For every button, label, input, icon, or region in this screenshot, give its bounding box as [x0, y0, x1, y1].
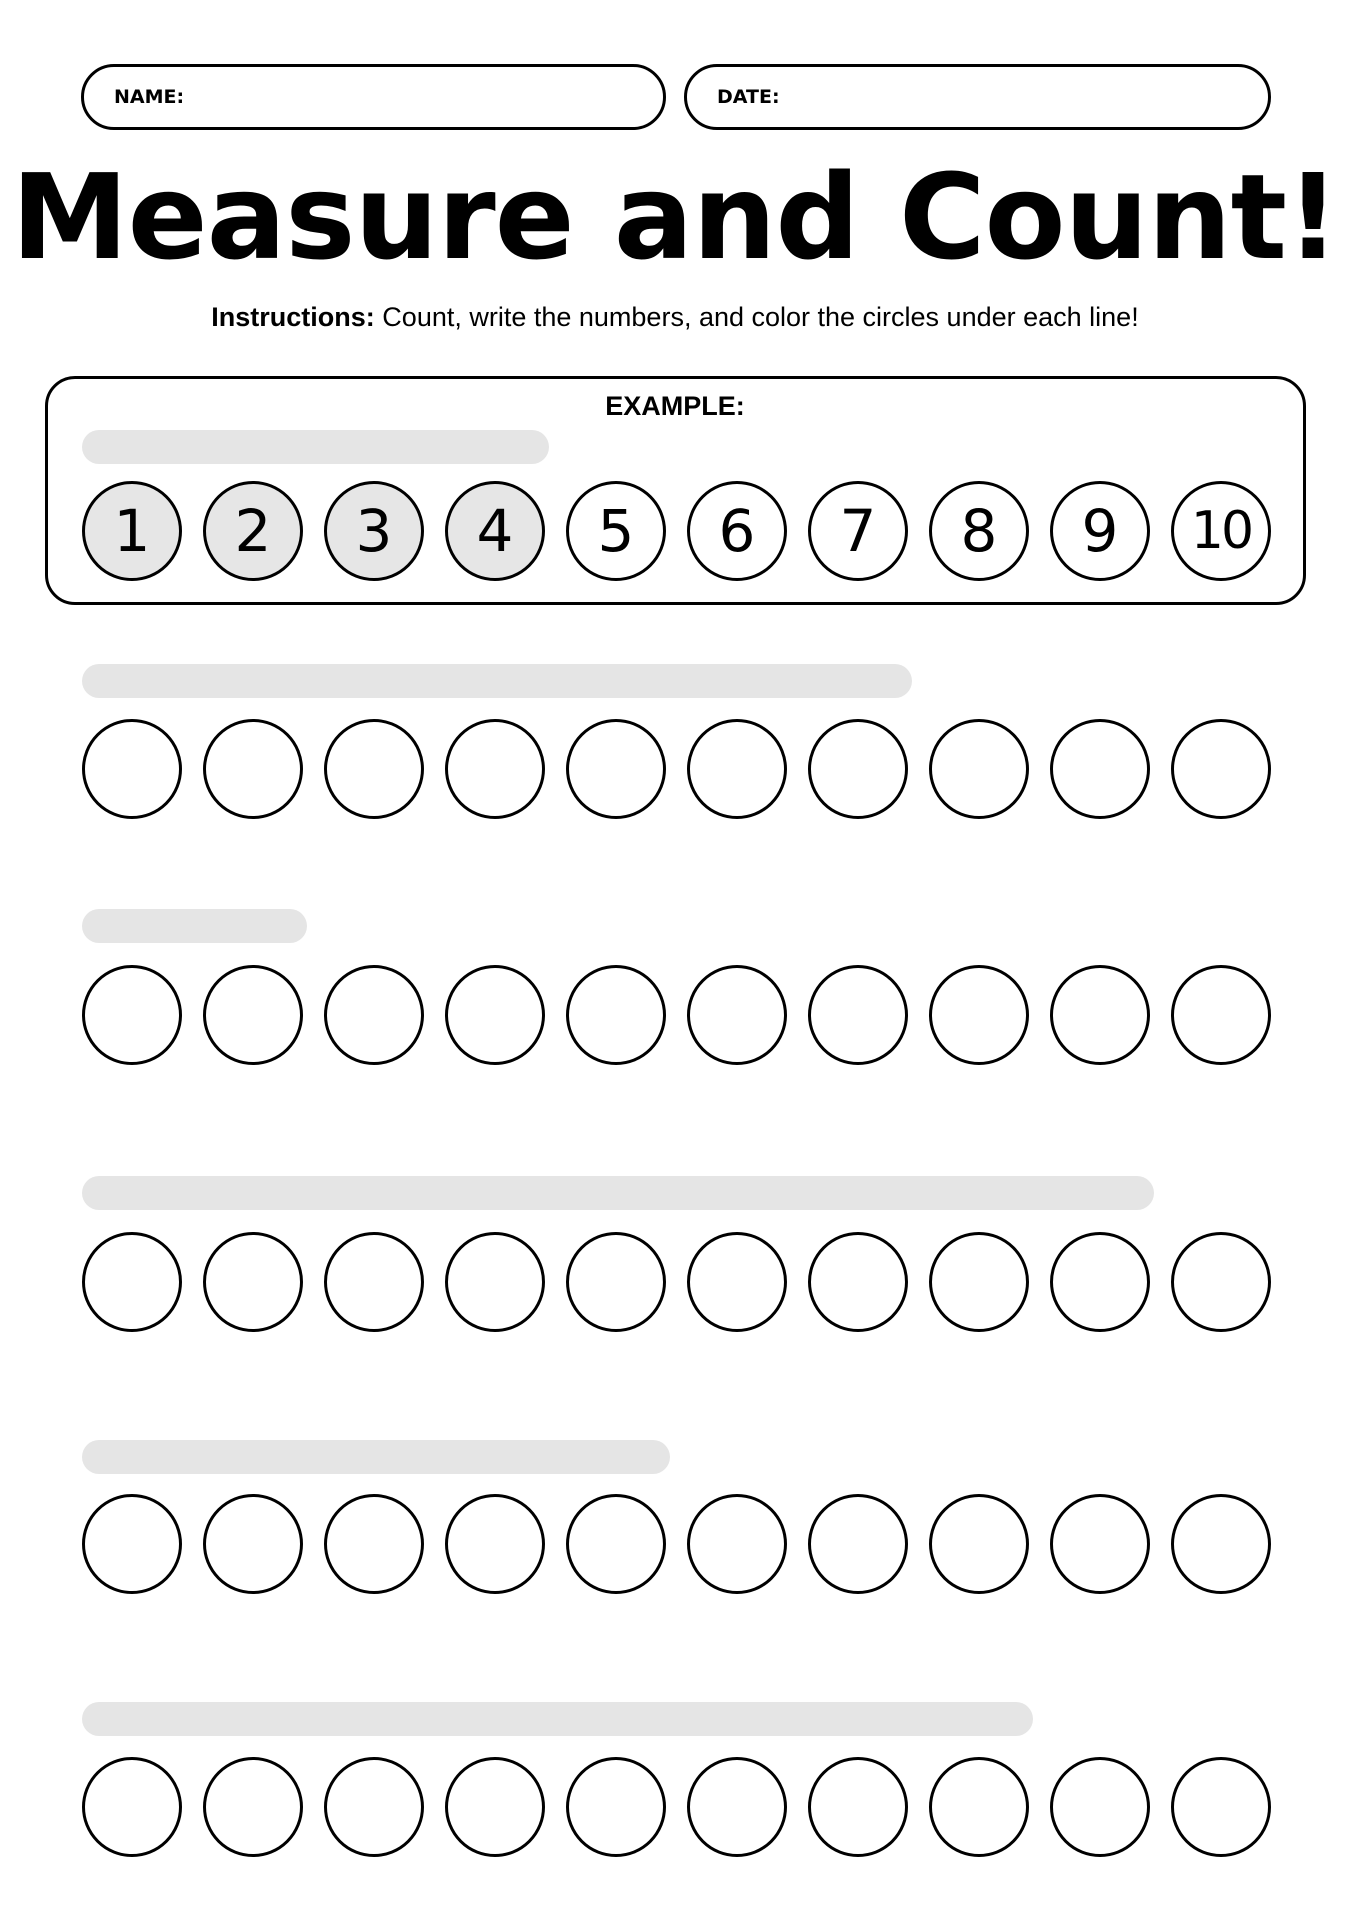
example-label: EXAMPLE:	[605, 391, 745, 421]
count-circle[interactable]	[808, 1757, 908, 1857]
count-circle[interactable]	[82, 1232, 182, 1332]
count-circle[interactable]	[1050, 965, 1150, 1065]
count-circle[interactable]	[1171, 1232, 1271, 1332]
date-field[interactable]	[684, 64, 1271, 130]
example-circle-row	[82, 481, 1270, 581]
measure-line	[82, 664, 912, 698]
count-circle[interactable]	[82, 1757, 182, 1857]
count-circle[interactable]	[203, 965, 303, 1065]
count-circle[interactable]	[82, 719, 182, 819]
count-circle[interactable]	[808, 1232, 908, 1332]
count-circle[interactable]	[566, 1232, 666, 1332]
count-circle[interactable]	[687, 965, 787, 1065]
count-circle[interactable]	[445, 719, 545, 819]
circle-row	[82, 719, 1270, 819]
count-circle[interactable]	[929, 1232, 1029, 1332]
circle-row	[82, 965, 1270, 1065]
instructions	[0, 302, 1350, 333]
count-circle[interactable]	[203, 1232, 303, 1332]
count-circle[interactable]	[203, 1494, 303, 1594]
count-circle[interactable]	[1050, 719, 1150, 819]
name-field[interactable]	[81, 64, 666, 130]
count-circle[interactable]	[324, 965, 424, 1065]
count-circle[interactable]	[1050, 1757, 1150, 1857]
count-circle[interactable]	[687, 1232, 787, 1332]
count-circle[interactable]	[82, 965, 182, 1065]
page-title: Measure and Count!	[11, 148, 1339, 286]
count-circle[interactable]	[1050, 1232, 1150, 1332]
example-circle: 1	[82, 481, 182, 581]
count-circle[interactable]	[324, 719, 424, 819]
example-circle: 7	[808, 481, 908, 581]
instructions-text: Count, write the numbers, and color the circles under each line!	[374, 302, 1139, 332]
example-circle: 10	[1171, 481, 1271, 581]
count-circle[interactable]	[929, 1757, 1029, 1857]
count-circle[interactable]	[1171, 1757, 1271, 1857]
count-circle[interactable]	[566, 965, 666, 1065]
measure-line	[82, 1440, 670, 1474]
count-circle[interactable]	[566, 1494, 666, 1594]
measure-line	[82, 1176, 1154, 1210]
count-circle[interactable]	[687, 719, 787, 819]
measure-line	[82, 909, 307, 943]
measure-line	[82, 1702, 1033, 1736]
count-circle[interactable]	[445, 1757, 545, 1857]
count-circle[interactable]	[324, 1757, 424, 1857]
count-circle[interactable]	[82, 1494, 182, 1594]
circle-row	[82, 1232, 1270, 1332]
count-circle[interactable]	[1050, 1494, 1150, 1594]
circle-row	[82, 1494, 1270, 1594]
count-circle[interactable]	[445, 965, 545, 1065]
date-label: DATE:	[717, 86, 780, 108]
example-circle: 6	[687, 481, 787, 581]
count-circle[interactable]	[687, 1757, 787, 1857]
count-circle[interactable]	[808, 965, 908, 1065]
count-circle[interactable]	[1171, 1494, 1271, 1594]
count-circle[interactable]	[808, 1494, 908, 1594]
count-circle[interactable]	[929, 719, 1029, 819]
count-circle[interactable]	[445, 1232, 545, 1332]
count-circle[interactable]	[1171, 719, 1271, 819]
count-circle[interactable]	[808, 719, 908, 819]
count-circle[interactable]	[445, 1494, 545, 1594]
example-circle: 2	[203, 481, 303, 581]
count-circle[interactable]	[1171, 965, 1271, 1065]
example-circle: 3	[324, 481, 424, 581]
example-circle: 8	[929, 481, 1029, 581]
name-label: NAME:	[114, 86, 185, 108]
instructions-heading: Instructions:	[211, 302, 375, 332]
count-circle[interactable]	[566, 719, 666, 819]
count-circle[interactable]	[929, 965, 1029, 1065]
count-circle[interactable]	[203, 719, 303, 819]
count-circle[interactable]	[687, 1494, 787, 1594]
count-circle[interactable]	[324, 1494, 424, 1594]
example-circle: 5	[566, 481, 666, 581]
example-circle: 4	[445, 481, 545, 581]
count-circle[interactable]	[203, 1757, 303, 1857]
circle-row	[82, 1757, 1270, 1857]
example-circle: 9	[1050, 481, 1150, 581]
count-circle[interactable]	[566, 1757, 666, 1857]
count-circle[interactable]	[324, 1232, 424, 1332]
example-measure-line	[82, 430, 549, 464]
count-circle[interactable]	[929, 1494, 1029, 1594]
